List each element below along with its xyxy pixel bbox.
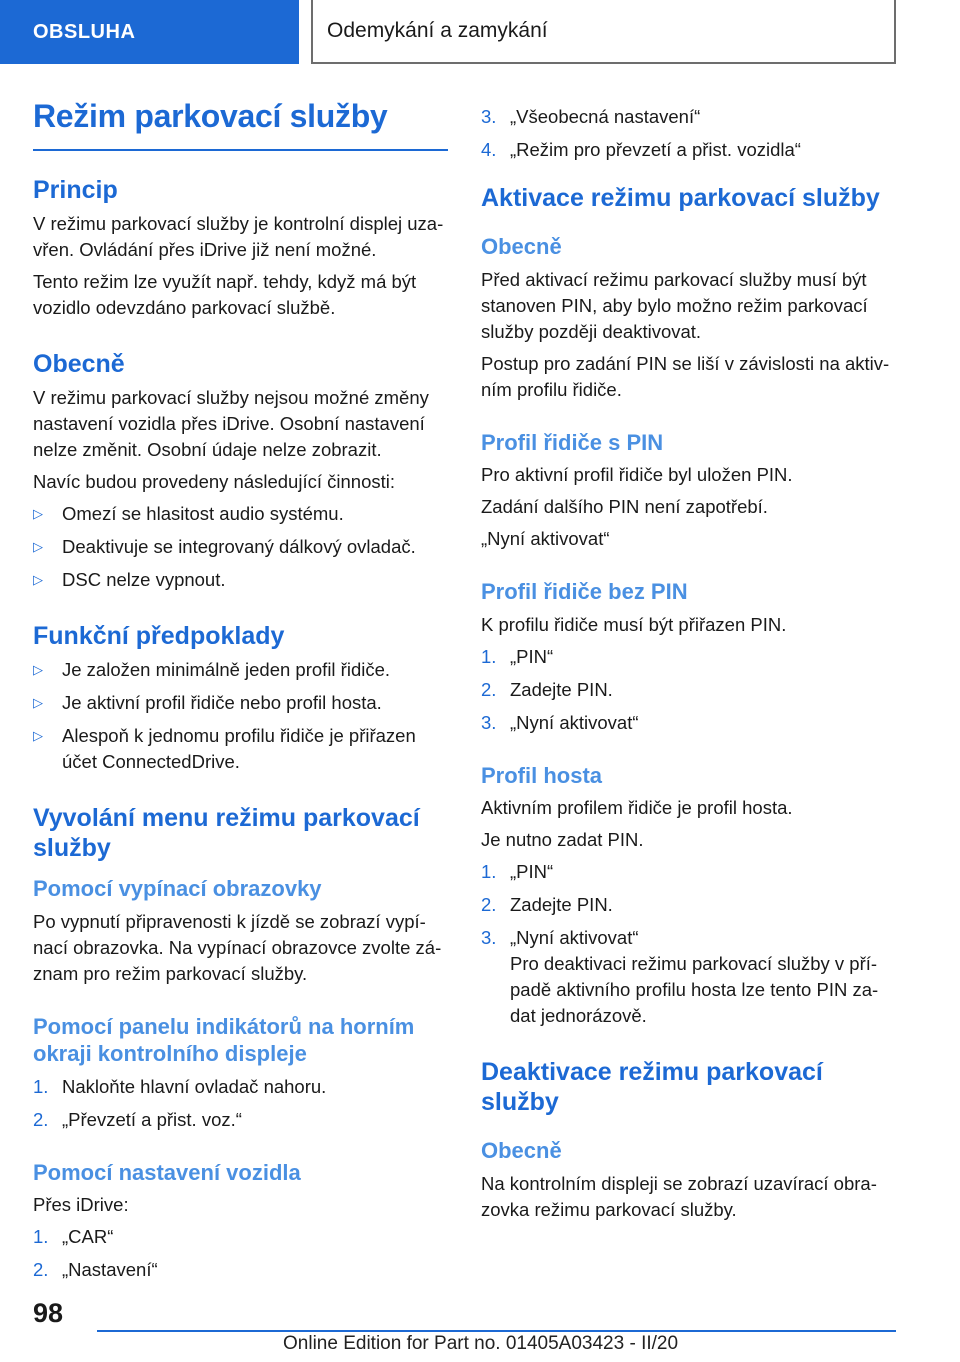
list-item: ▷ Je založen minimálně jeden profil řidiče. — [33, 657, 448, 683]
aktivace-obecne-paragraph-1: Před aktivací režimu parkovací služby musí být stanoven PIN, aby bylo možno režim parkovací služby později deaktivovat. — [481, 268, 868, 342]
obecne-paragraph-1: V režimu parkovací služby nejsou možné změny nastavení vozidla přes iDrive. Osobní nastavení nelze změnit. Osobní údaje nelze zobrazit. — [33, 387, 429, 460]
bez-pin-steps — [481, 644, 901, 736]
obrazovka-paragraph: Po vypnutí připravenosti k jízdě se zobrazí vypí‐ nací obrazovka. Na vypínací obrazovce zvolte zá‐ znam pro režim parkovací služby. — [33, 910, 442, 984]
triangle-bullet-icon: ▷ — [33, 572, 43, 587]
host-heading: Profil hosta — [481, 762, 603, 788]
host-paragraph-1: Aktivním profilem řidiče je profil hosta. — [481, 797, 793, 818]
aktivace-obecne-paragraph-2: Postup pro zadání PIN se liší v závislosti na aktiv‐ ním profilu řidiče. — [481, 352, 890, 400]
aktivace-obecne-heading: Obecně — [481, 234, 562, 259]
chapter-title: Odemykání a zamykání — [311, 0, 896, 64]
obecne-bullet-list — [33, 501, 448, 593]
predpoklady-heading: Funkční předpoklady — [33, 622, 285, 650]
deaktivace-obecne-heading: Obecně — [481, 1138, 562, 1163]
list-item: ▷ DSC nelze vypnout. — [33, 567, 448, 593]
aktivace-heading: Aktivace režimu parkovací služby — [481, 184, 880, 212]
list-item: 3. „Nyní aktivovat“ Pro deaktivaci režimu parkovací služby v pří‐ padě aktivního profilu hosta lze tento PIN za‐ dat jednorázově. — [481, 927, 879, 1026]
host-steps — [481, 859, 901, 1029]
right-column — [481, 104, 901, 1229]
obecne-heading: Obecně — [33, 350, 125, 378]
list-item: ▷ Deaktivuje se integrovaný dálkový ovladač. — [33, 534, 448, 560]
list-item: ▷ Omezí se hlasitost audio systému. — [33, 501, 448, 527]
footer-divider — [97, 1330, 896, 1332]
s-pin-paragraph-2: Zadání dalšího PIN není zapotřebí. — [481, 496, 768, 517]
bez-pin-heading: Profil řidiče bez PIN — [481, 579, 688, 604]
panel-heading: Pomocí panelu indikátorů na horním okraji kontrolního displeje — [33, 1013, 415, 1066]
list-item: 1. „CAR“ — [33, 1226, 114, 1247]
s-pin-paragraph-1: Pro aktivní profil řidiče byl uložen PIN. — [481, 464, 793, 485]
list-item: 2. Zadejte PIN. — [481, 678, 613, 700]
princip-paragraph-1: V režimu parkovací služby je kontrolní displej uza‐ vřen. Ovládání přes iDrive již není možné. — [33, 213, 444, 260]
triangle-bullet-icon: ▷ — [33, 539, 43, 554]
list-item: ▷ Je aktivní profil řidiče nebo profil hosta. — [33, 690, 448, 716]
deaktivace-heading: Deaktivace režimu parkovací služby — [481, 1058, 823, 1116]
vyvolani-heading: Vyvolání menu režimu parkovací služby — [33, 804, 420, 862]
triangle-bullet-icon: ▷ — [33, 728, 43, 743]
list-item: 2. Zadejte PIN. — [481, 894, 613, 915]
list-item: 3. „Nyní aktivovat“ — [481, 711, 639, 733]
predpoklady-bullet-list — [33, 657, 448, 775]
princip-paragraph-2: Tento režim lze využít např. tehdy, když má být vozidlo odevzdáno parkovací službě. — [33, 271, 417, 318]
list-item: 4. „Režim pro převzetí a přist. vozidla“ — [481, 139, 801, 160]
triangle-bullet-icon: ▷ — [33, 695, 43, 710]
panel-steps — [33, 1074, 448, 1133]
list-item: 2. „Převzetí a přist. voz.“ — [33, 1108, 242, 1130]
nastaveni-steps — [33, 1224, 448, 1283]
left-column — [33, 98, 448, 1290]
triangle-bullet-icon: ▷ — [33, 506, 43, 521]
bez-pin-intro: K profilu řidiče musí být přiřazen PIN. — [481, 613, 787, 635]
s-pin-heading: Profil řidiče s PIN — [481, 429, 664, 455]
nastaveni-intro: Přes iDrive: — [33, 1194, 129, 1215]
s-pin-paragraph-3: „Nyní aktivovat“ — [481, 528, 610, 549]
page-number: 98 — [33, 1298, 64, 1328]
continued-steps — [481, 104, 901, 163]
nastaveni-heading: Pomocí nastavení vozidla — [33, 1159, 301, 1185]
section-tab: OBSLUHA — [0, 0, 299, 64]
triangle-bullet-icon: ▷ — [33, 662, 43, 677]
list-item: 1. „PIN“ — [481, 861, 554, 882]
page-title: Režim parkovací služby — [33, 98, 448, 151]
princip-heading: Princip — [33, 176, 118, 204]
list-item: 1. Nakloňte hlavní ovladač nahoru. — [33, 1075, 327, 1097]
list-item: ▷ Alespoň k jednomu profilu řidiče je přiřazen účet ConnectedDrive. — [33, 723, 448, 775]
host-step-note: Pro deaktivaci režimu parkovací služby v pří‐ padě aktivního profilu hosta lze tento PIN za‐ dat jednorázově. — [510, 953, 879, 1026]
host-paragraph-2: Je nutno zadat PIN. — [481, 829, 644, 850]
list-item: 2. „Nastavení“ — [33, 1259, 158, 1280]
obrazovka-heading: Pomocí vypínací obrazovky — [33, 876, 322, 901]
footer-edition: Online Edition for Part no. 01405A03423 - II/20 — [283, 1333, 679, 1354]
obecne-paragraph-2: Navíc budou provedeny následující činnosti: — [33, 471, 395, 492]
deaktivace-obecne-paragraph: Na kontrolním displeji se zobrazí uzavírací obra‐ zovka režimu parkovací služby. — [481, 1172, 877, 1220]
list-item: 3. „Všeobecná nastavení“ — [481, 106, 701, 127]
list-item: 1. „PIN“ — [481, 645, 554, 667]
